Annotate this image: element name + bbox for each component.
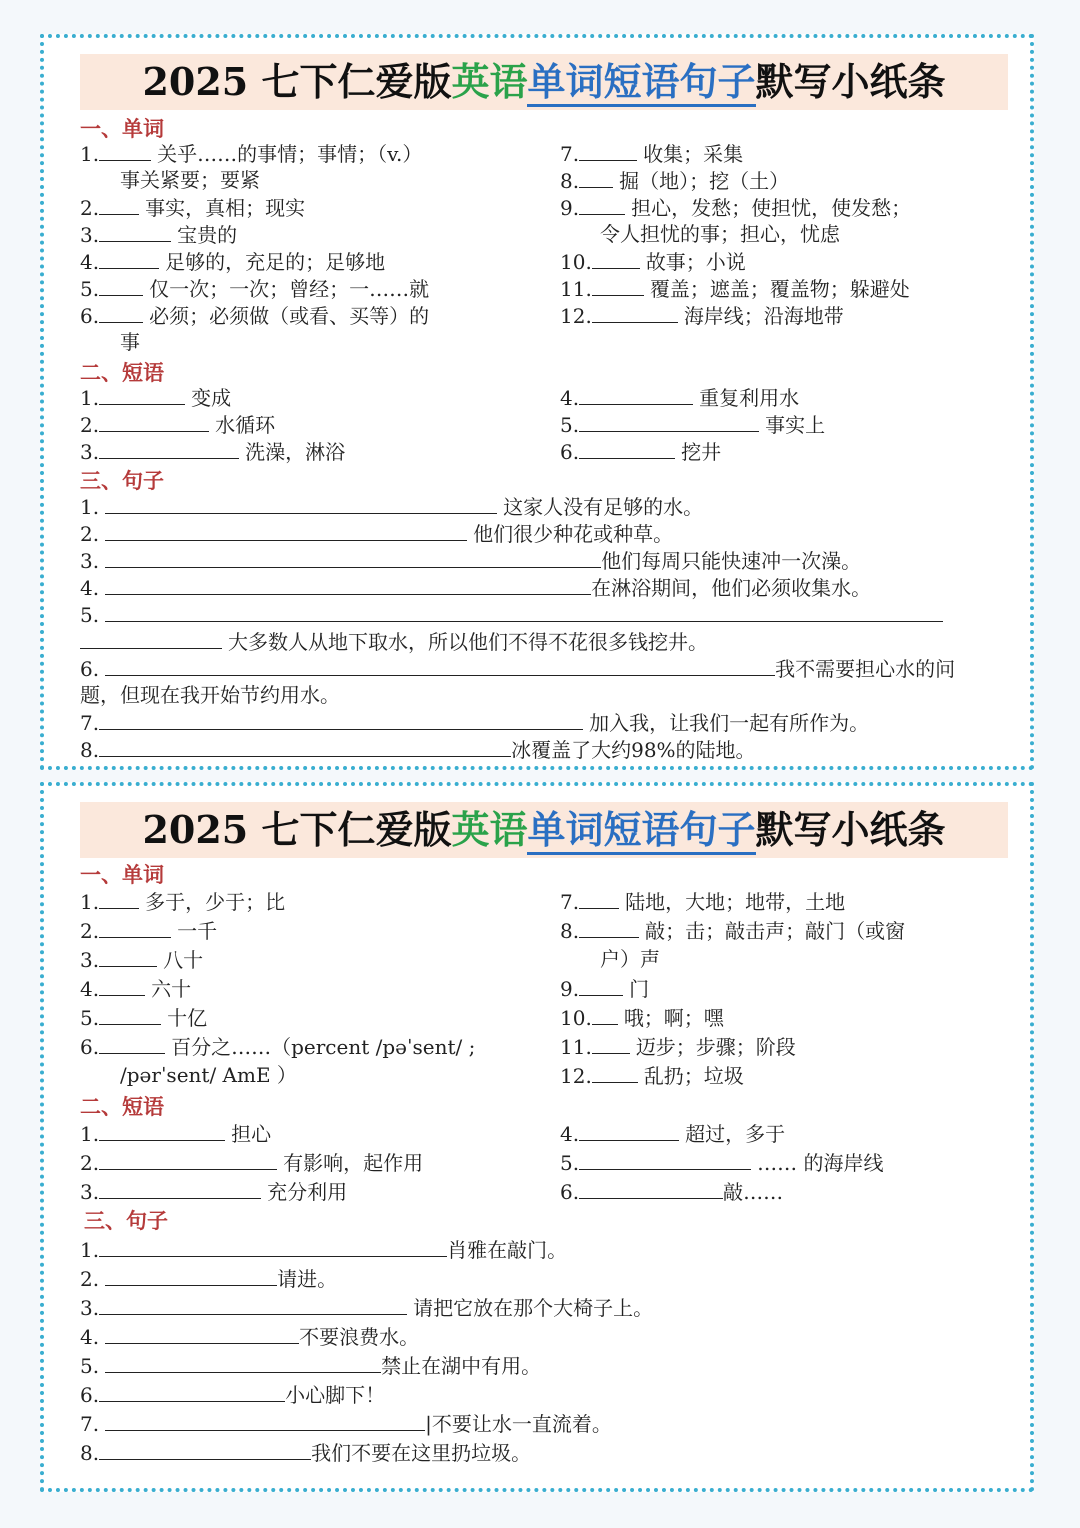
sentence-item: 8. 我们不要在这里扔垃圾。 <box>80 1441 532 1465</box>
word-item: 7. 收集；采集 <box>560 142 744 166</box>
answer-blank[interactable] <box>105 547 601 568</box>
answer-blank[interactable] <box>99 709 583 730</box>
answer-blank[interactable] <box>99 1004 161 1025</box>
word-item: 3. 八十 <box>80 948 204 972</box>
sentence-item: 3. 请把它放在那个大椅子上。 <box>80 1296 654 1320</box>
answer-blank[interactable] <box>105 655 775 676</box>
card-title: 2025 七下仁爱版英语单词短语句子默写小纸条 <box>80 802 1008 858</box>
answer-blank[interactable] <box>105 1352 381 1373</box>
phrase-item: 4. 超过，多于 <box>560 1122 786 1146</box>
answer-blank[interactable] <box>99 438 239 459</box>
answer-blank[interactable] <box>579 140 637 161</box>
word-item-cont: 令人担忧的事；担心，忧虑 <box>600 222 840 246</box>
answer-blank[interactable] <box>99 888 139 909</box>
answer-blank[interactable] <box>99 248 159 269</box>
phrase-item: 3. 充分利用 <box>80 1180 348 1204</box>
word-item-cont: 户）声 <box>600 947 660 971</box>
word-item: 4. 六十 <box>80 977 192 1001</box>
answer-blank[interactable] <box>99 736 511 757</box>
sentence-item: 6. 我不需要担心水的问 <box>80 657 956 681</box>
word-item: 2. 一千 <box>80 919 218 943</box>
answer-blank[interactable] <box>579 411 759 432</box>
word-item: 8. 掘（地）；挖（土） <box>560 169 790 193</box>
sentence-item: 7. 加入我，让我们一起有所作为。 <box>80 711 870 735</box>
sentence-item: 5. 禁止在湖中有用。 <box>80 1354 542 1378</box>
answer-blank[interactable] <box>579 1178 723 1199</box>
answer-blank[interactable] <box>579 1149 751 1170</box>
section-heading-phrases: 二、短语 <box>80 1095 164 1119</box>
section-heading-sentences: 三、句子 <box>84 1209 168 1233</box>
answer-blank[interactable] <box>579 917 639 938</box>
answer-blank[interactable] <box>105 1410 425 1431</box>
answer-blank[interactable] <box>99 1381 285 1402</box>
word-item: 4. 足够的，充足的；足够地 <box>80 250 386 274</box>
word-item: 11. 覆盖；遮盖；覆盖物；躲避处 <box>560 277 910 301</box>
phrase-item: 6. 挖井 <box>560 440 722 464</box>
answer-blank[interactable] <box>99 411 209 432</box>
answer-blank[interactable] <box>80 628 222 649</box>
word-item: 5. 仅一次；一次；曾经；一……就 <box>80 277 430 301</box>
word-item-cont: 事关紧要；要紧 <box>120 168 260 192</box>
sentence-item: 4. 不要浪费水。 <box>80 1325 420 1349</box>
word-item: 12. 乱扔；垃圾 <box>560 1064 744 1088</box>
section-heading-phrases: 二、短语 <box>80 361 164 385</box>
word-item: 6. 百分之……（percent /pəˈsent/ ; <box>80 1035 476 1059</box>
phrase-item: 5. …… 的海岸线 <box>560 1151 884 1175</box>
word-item: 8. 敲；击；敲击声；敲门（或窗 <box>560 919 906 943</box>
phrase-item: 1. 担心 <box>80 1122 272 1146</box>
phrase-item: 1. 变成 <box>80 386 232 410</box>
answer-blank[interactable] <box>105 520 467 541</box>
answer-blank[interactable] <box>99 1120 225 1141</box>
sentence-item: 8. 冰覆盖了大约98%的陆地。 <box>80 738 756 762</box>
answer-blank[interactable] <box>579 888 619 909</box>
answer-blank[interactable] <box>579 1120 679 1141</box>
answer-blank[interactable] <box>99 384 185 405</box>
sentence-item: 1. 肖雅在敲门。 <box>80 1238 568 1262</box>
answer-blank[interactable] <box>99 194 139 215</box>
phrase-item: 6. 敲…… <box>560 1180 784 1204</box>
answer-blank[interactable] <box>99 1439 311 1460</box>
section-heading-words: 一、单词 <box>80 117 164 141</box>
answer-blank[interactable] <box>579 384 693 405</box>
answer-blank[interactable] <box>99 975 145 996</box>
sentence-item: 6. 小心脚下！ <box>80 1383 386 1407</box>
sentence-item: 7. |不要让水一直流着。 <box>80 1412 612 1436</box>
word-item: 11. 迈步；步骤；阶段 <box>560 1035 796 1059</box>
answer-blank[interactable] <box>99 917 171 938</box>
word-item: 10. 哦；啊；嘿 <box>560 1006 724 1030</box>
word-item: 3. 宝贵的 <box>80 223 238 247</box>
answer-blank[interactable] <box>579 975 623 996</box>
word-item: 1. 关乎……的事情；事情；（v.） <box>80 142 423 166</box>
word-item: 1. 多于，少于；比 <box>80 890 286 914</box>
sentence-item-cont: 大多数人从地下取水，所以他们不得不花很多钱挖井。 <box>80 628 708 656</box>
word-item: 5. 十亿 <box>80 1006 208 1030</box>
answer-blank[interactable] <box>579 167 613 188</box>
worksheet-card-1 <box>40 34 1034 770</box>
sentence-item: 2. 他们很少种花或种草。 <box>80 522 674 546</box>
section-heading-words: 一、单词 <box>80 863 164 887</box>
sentence-item: 1. 这家人没有足够的水。 <box>80 495 704 519</box>
answer-blank[interactable] <box>99 140 151 161</box>
phrase-item: 5. 事实上 <box>560 413 826 437</box>
word-item-cont: /pərˈsent/ AmE ） <box>120 1063 297 1087</box>
answer-blank[interactable] <box>592 1004 618 1025</box>
answer-blank[interactable] <box>579 194 625 215</box>
answer-blank[interactable] <box>99 302 143 323</box>
answer-blank[interactable] <box>592 248 640 269</box>
answer-blank[interactable] <box>592 302 678 323</box>
word-item: 6. 必须；必须做（或看、买等）的 <box>80 304 430 328</box>
word-item: 12. 海岸线；沿海地带 <box>560 304 844 328</box>
answer-blank[interactable] <box>579 438 675 459</box>
sentence-item: 3. 他们每周只能快速冲一次澡。 <box>80 549 862 573</box>
card-title: 2025 七下仁爱版英语单词短语句子默写小纸条 <box>80 54 1008 110</box>
answer-blank[interactable] <box>99 1294 407 1315</box>
answer-blank[interactable] <box>105 574 591 595</box>
answer-blank[interactable] <box>99 1033 165 1054</box>
answer-blank[interactable] <box>99 1149 277 1170</box>
answer-blank[interactable] <box>105 1265 277 1286</box>
word-item: 7. 陆地，大地；地带，土地 <box>560 890 846 914</box>
word-item: 10. 故事；小说 <box>560 250 746 274</box>
word-item-cont: 事 <box>120 330 140 354</box>
sentence-item: 5. <box>80 601 943 629</box>
answer-blank[interactable] <box>592 275 644 296</box>
worksheet-card-2 <box>40 782 1034 1492</box>
answer-blank[interactable] <box>592 1033 630 1054</box>
sentence-item: 4. 在淋浴期间，他们必须收集水。 <box>80 576 872 600</box>
answer-blank[interactable] <box>105 1323 299 1344</box>
answer-blank[interactable] <box>592 1062 638 1083</box>
answer-blank[interactable] <box>99 221 171 242</box>
phrase-item: 2. 有影响，起作用 <box>80 1151 424 1175</box>
word-item: 2. 事实，真相；现实 <box>80 196 306 220</box>
answer-blank[interactable] <box>99 275 143 296</box>
sentence-item: 2. 请进。 <box>80 1267 338 1291</box>
section-heading-sentences: 三、句子 <box>80 469 164 493</box>
answer-blank[interactable] <box>105 493 497 514</box>
phrase-item: 2. 水循环 <box>80 413 276 437</box>
word-item: 9. 门 <box>560 977 650 1001</box>
answer-blank[interactable] <box>99 1178 261 1199</box>
answer-blank[interactable] <box>99 946 157 967</box>
phrase-item: 3. 洗澡，淋浴 <box>80 440 346 464</box>
word-item: 9. 担心，发愁；使担忧，使发愁； <box>560 196 912 220</box>
sentence-item-cont: 题，但现在我开始节约用水。 <box>80 683 340 707</box>
answer-blank[interactable] <box>105 601 943 622</box>
answer-blank[interactable] <box>99 1236 447 1257</box>
phrase-item: 4. 重复利用水 <box>560 386 800 410</box>
